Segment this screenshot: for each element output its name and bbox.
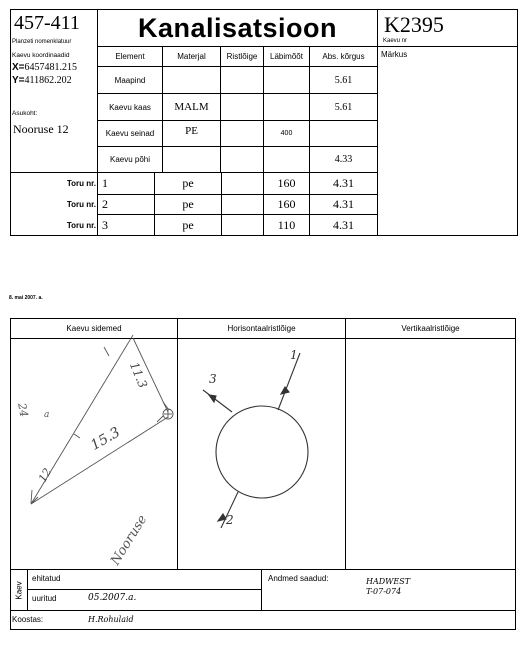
well-side-label: Kaev xyxy=(14,580,24,600)
pipe-diameter: 160 xyxy=(277,197,296,211)
sketch-note-2: a xyxy=(44,410,50,420)
section-vertical: Vertikaalristlõige xyxy=(401,324,460,333)
pipe-label: Toru nr. xyxy=(66,179,96,188)
data-source-value-2: T-07-074 xyxy=(366,587,402,596)
sketch-street: Nooruse xyxy=(108,512,151,568)
compiled-label: Koostas: xyxy=(12,615,44,624)
well-id-label: Kaevu nr xyxy=(383,38,408,44)
pipe-material: pe xyxy=(182,176,194,190)
row-abs: 5.61 xyxy=(334,74,353,86)
compiled-value: H.Rohulaid xyxy=(88,615,134,624)
col-header-element: Element xyxy=(115,52,145,61)
measured-value: 05.2007.a. xyxy=(88,593,137,603)
row-abs: 4.33 xyxy=(334,154,353,165)
y-coordinate: Y=411862.202 xyxy=(12,75,72,86)
col-header-diameter: Läbimõõt xyxy=(270,52,303,61)
pipe-diameter: 160 xyxy=(277,176,296,190)
well-side-label-cell xyxy=(11,570,27,610)
sketch-note-1: 24 xyxy=(15,402,31,419)
section-horizontal: Horisontaalristlõige xyxy=(227,324,296,333)
pipe-diameter: 110 xyxy=(277,217,296,232)
row-material: PE xyxy=(185,125,198,137)
built-label: ehitatud xyxy=(32,574,61,583)
col-header-abs-height: Abs. kõrgus xyxy=(322,52,365,61)
row-element: Kaevu kaas xyxy=(109,102,151,112)
address-label: Asukoht: xyxy=(12,110,38,117)
address-value: Nooruse 12 xyxy=(13,122,69,136)
pipe-number: 2 xyxy=(102,197,108,211)
data-source-value-1: HADWEST xyxy=(366,577,411,586)
measured-label: uuritud xyxy=(32,594,57,603)
row-abs: 5.61 xyxy=(334,101,353,113)
col-header-material: Materjal xyxy=(177,52,206,61)
row-element: Kaevu seinad xyxy=(105,129,155,138)
ties-sketch xyxy=(31,335,173,504)
data-source-label: Andmed saadud: xyxy=(268,574,329,583)
pipe-abs: 4.31 xyxy=(333,217,354,232)
pipe-label-2: 2 xyxy=(226,513,234,527)
sheet-number: 457-411 xyxy=(14,12,80,34)
pipe-material: pe xyxy=(182,197,194,211)
well-id: K2395 xyxy=(384,12,444,37)
pipe-abs: 4.31 xyxy=(333,176,354,190)
page-title: Kanalisatsioon xyxy=(137,12,338,43)
pipe-number: 3 xyxy=(102,217,108,232)
row-element: Kaevu põhi xyxy=(109,155,151,164)
pipe-label-1: 1 xyxy=(290,348,298,362)
pipe-label: Toru nr. xyxy=(66,220,96,230)
col-header-cross-section: Ristlõige xyxy=(226,52,258,61)
pipe-label-3: 3 xyxy=(209,372,217,386)
sheet-label: Planzeti nomenklatuur xyxy=(12,39,72,45)
pipe-abs: 4.31 xyxy=(333,197,354,211)
sketch-dim-1: 11.3 xyxy=(127,360,151,391)
sketch-dim-3: 12 xyxy=(36,465,55,485)
coords-label: Kaevu koordinaadid xyxy=(12,52,70,59)
x-coordinate: X=6457481.215 xyxy=(12,62,78,73)
pipe-number: 1 xyxy=(102,176,108,190)
print-date: 8. mai 2007. a. xyxy=(9,295,43,301)
horizontal-section-drawing xyxy=(203,353,308,528)
pipe-label: Toru nr. xyxy=(66,200,96,209)
remarks-label: Märkus xyxy=(381,50,408,59)
row-material: MALM xyxy=(174,101,209,113)
row-diameter: 400 xyxy=(280,130,293,137)
section-ties: Kaevu sidemed xyxy=(66,324,122,333)
row-element: Maapind xyxy=(114,75,146,85)
pipe-material: pe xyxy=(182,217,194,232)
sketch-dim-2: 15.3 xyxy=(88,424,123,454)
